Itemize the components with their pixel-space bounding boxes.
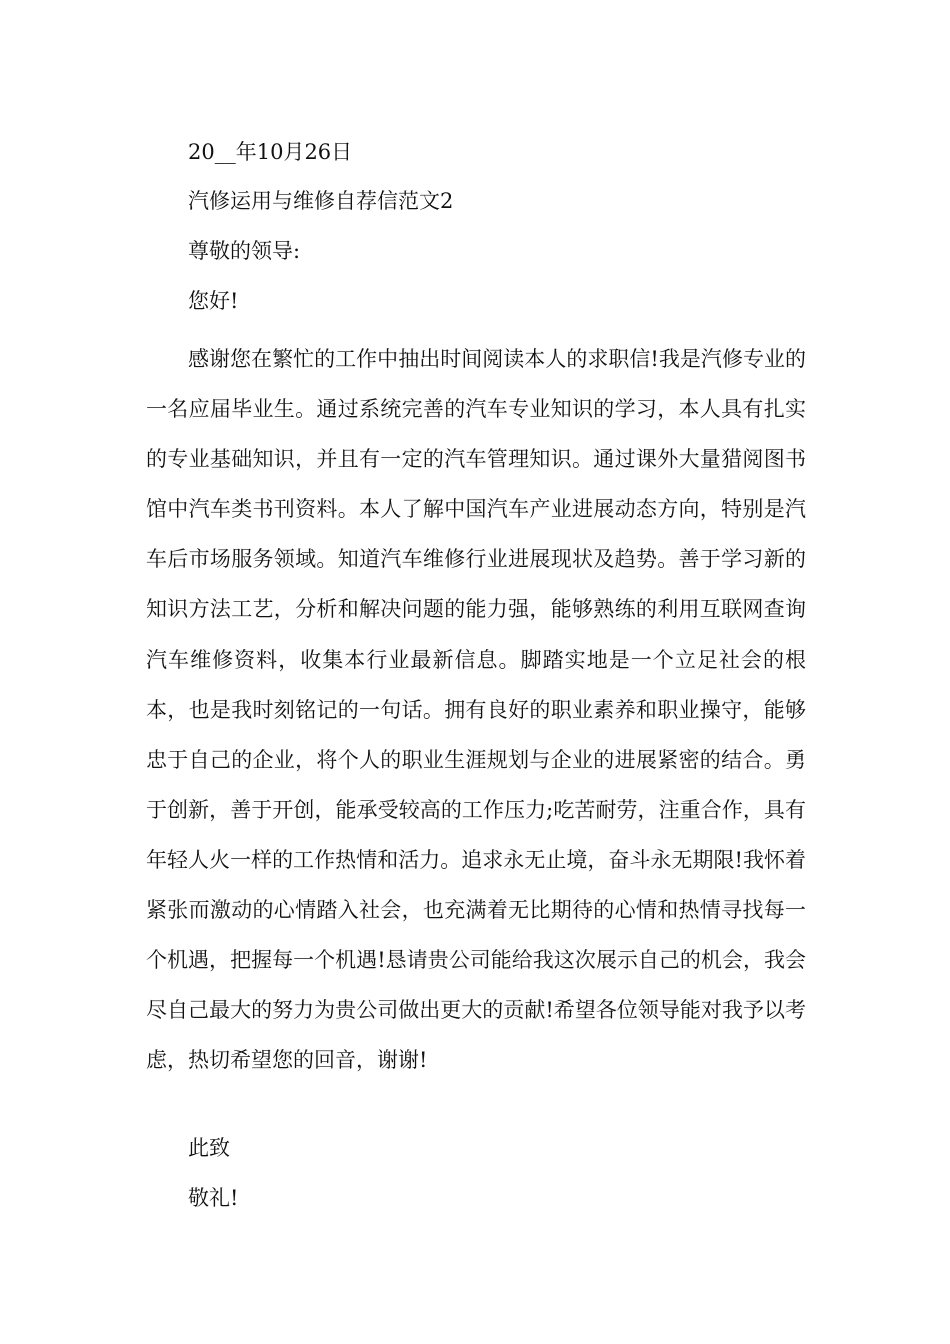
letter-body: 感谢您在繁忙的工作中抽出时间阅读本人的求职信!我是汽修专业的一名应届毕业生。通过系统完善的汽车专业知识的学习，本人具有扎实的专业基础知识，并且有一定的汽车管理知识。通过课外大量猎阅图书馆中汽车类书刊资料。本人了解中国汽车产业进展动态方向，特别是汽车后市场服务领域。知道汽车维修行业进展现状及趋势。善于学习新的知识方法工艺，分析和解决问题的能力强，能够熟练的利用互联网查询汽车维修资料，收集本行业最新信息。脚踏实地是一个立足社会的根本，也是我时刻铭记的一句话。拥有良好的职业素养和职业操守，能够忠于自己的企业，将个人的职业生涯规划与企业的进展紧密的结合。勇于创新，善于开创，能承受较高的工作压力;吃苦耐劳，注重合作，具有年轻人火一样的工作热情和活力。追求永无止境，奋斗永无期限!我怀着紧张而激动的心情踏入社会，也充满着无比期待的心情和热情寻找每一个机遇，把握每一个机遇!恳请贵公司能给我这次展示自己的机会，我会尽自己最大的努力为贵公司做出更大的贡献!希望各位领导能对我予以考虑，热切希望您的回音，谢谢! [146,347,806,1073]
letter-greeting: 您好! [188,289,239,313]
letter-date: 20__年10月26日 [188,140,353,164]
letter-closing-1: 此致 [188,1136,230,1160]
letter-title: 汽修运用与维修自荐信范文2 [188,189,454,213]
letter-closing-2: 敬礼! [188,1186,239,1210]
letter-salutation: 尊敬的领导: [188,239,301,263]
